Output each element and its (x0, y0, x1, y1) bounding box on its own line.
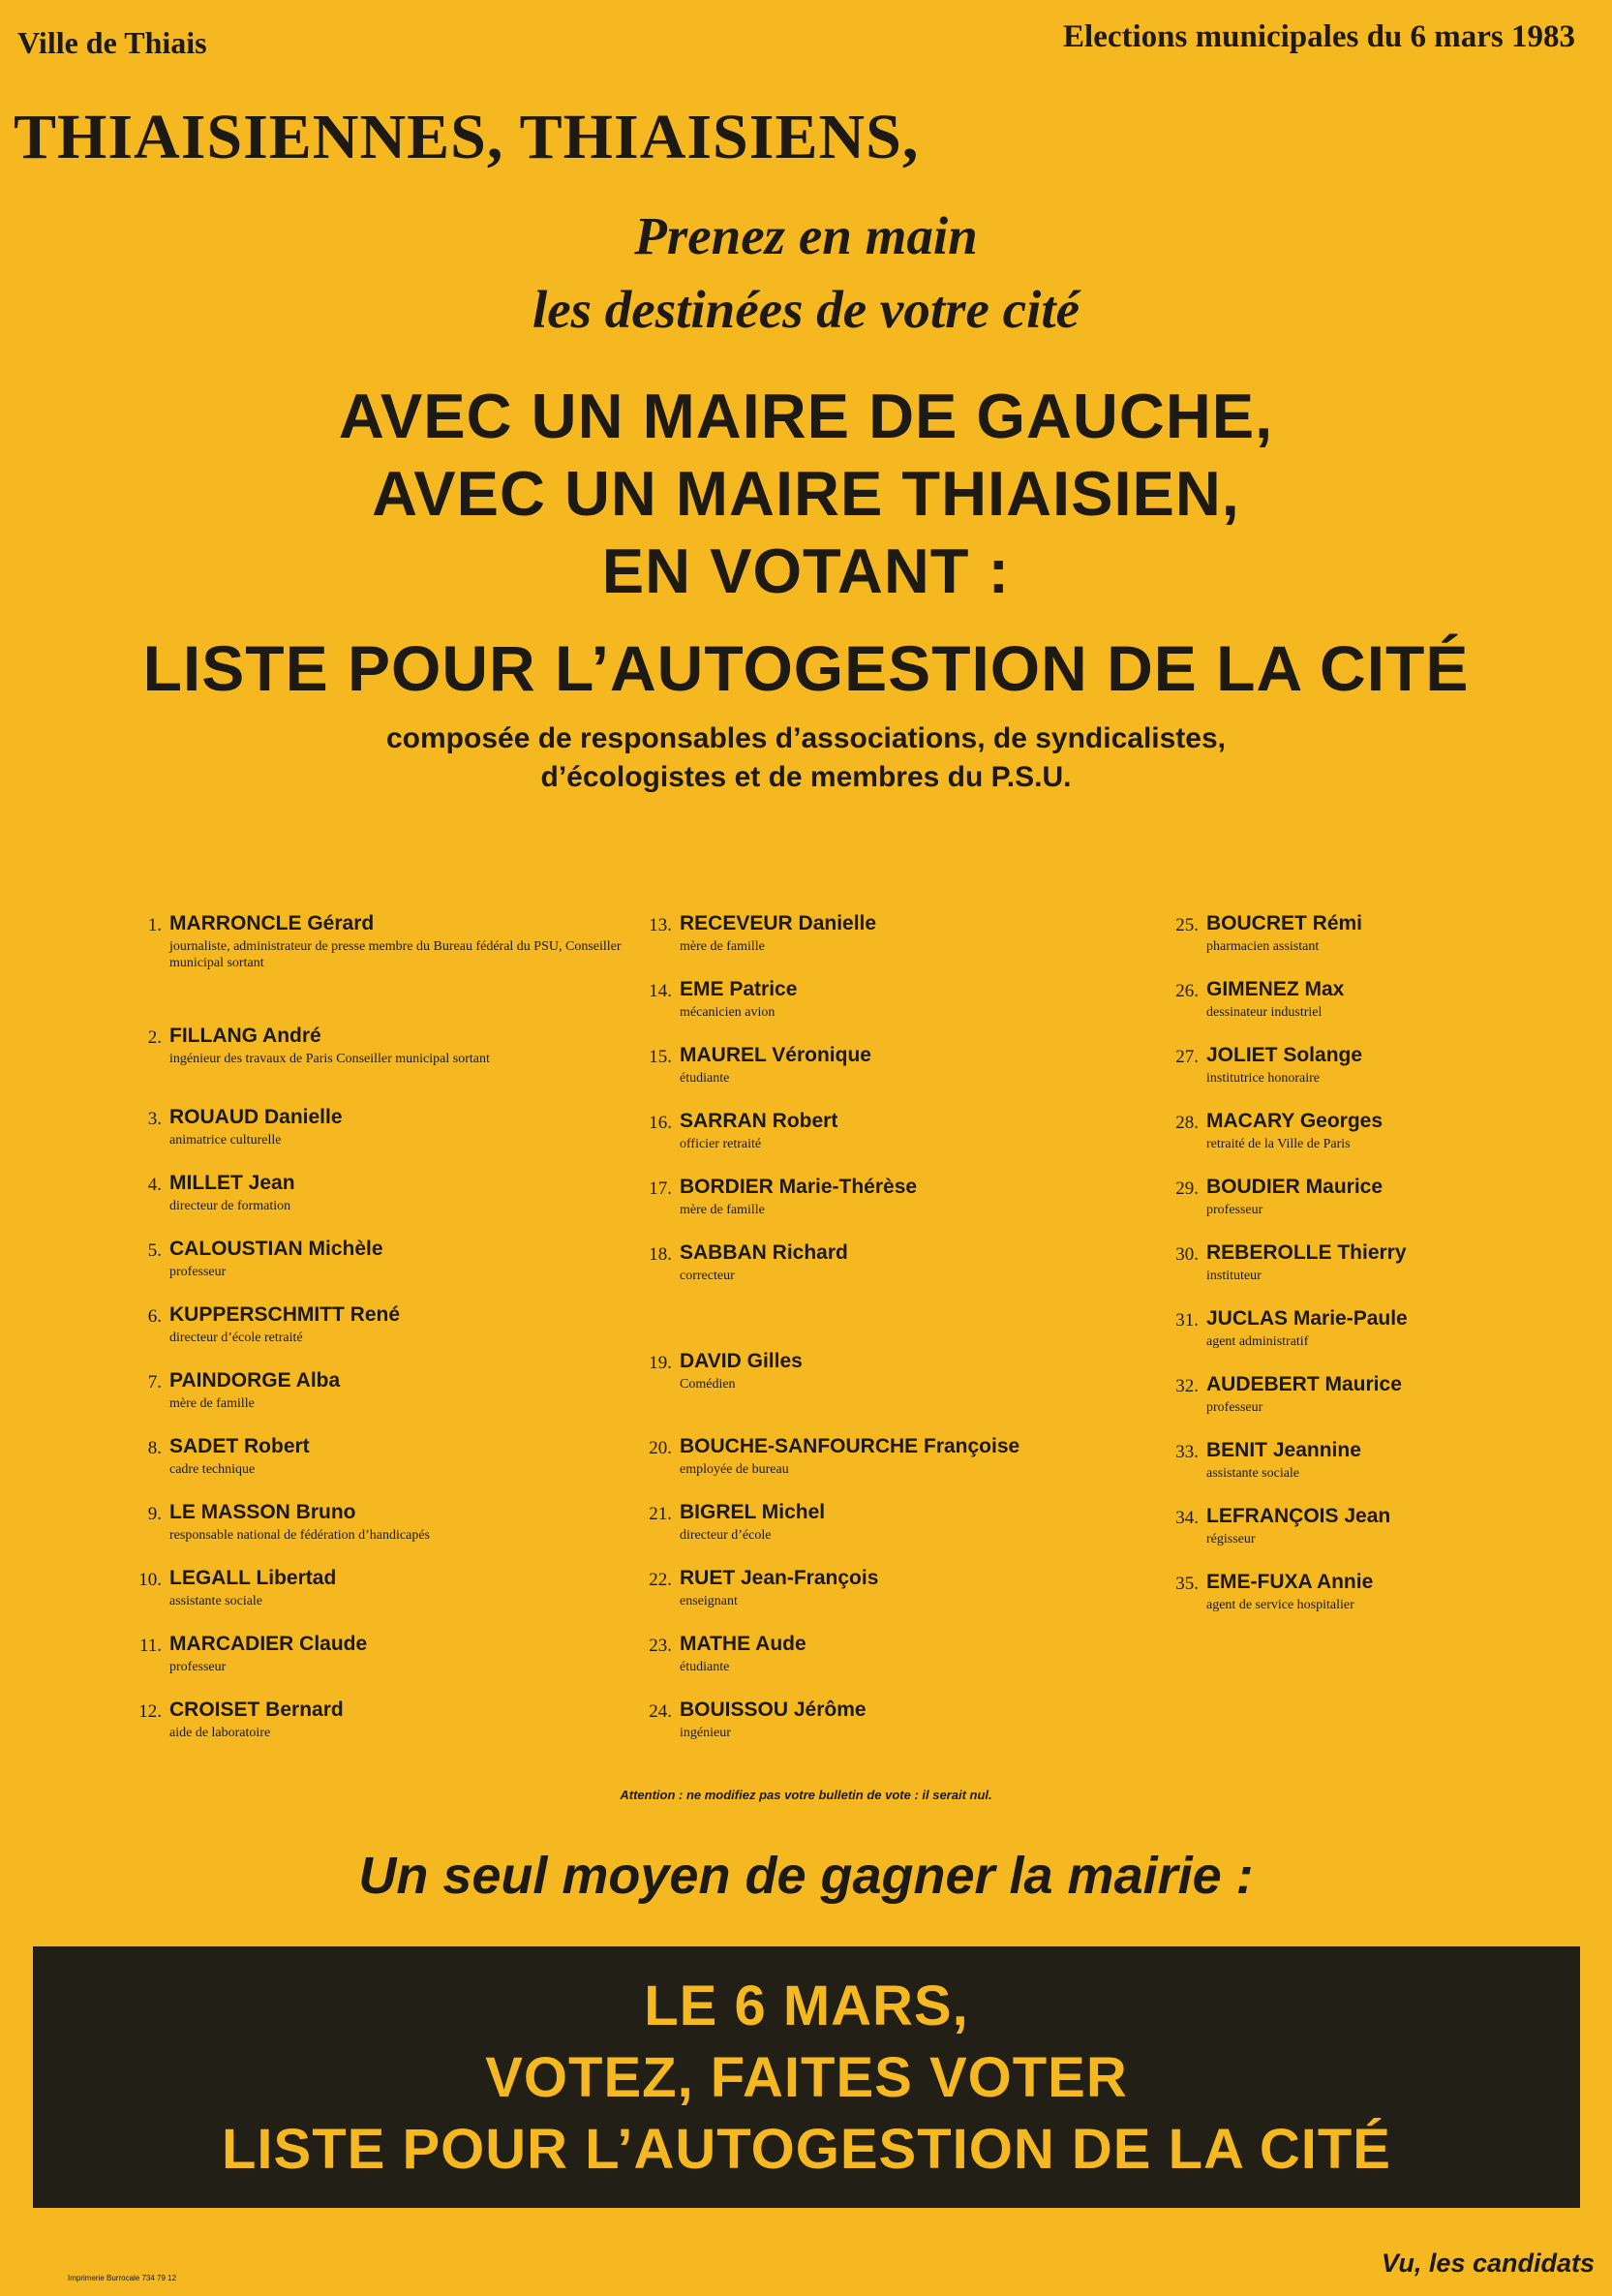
candidate-description: ingénieur (680, 1726, 731, 1740)
candidate-description: ingénieur des travaux de Paris Conseiller municipal sortant (169, 1052, 490, 1066)
candidate-description: agent de service hospitalier (1206, 1598, 1354, 1612)
candidate-description: directeur de formation (169, 1199, 291, 1213)
appeal-line-3: EN VOTANT : (601, 536, 1011, 606)
candidate-description: mécanicien avion (680, 1005, 776, 1020)
candidate-name: AUDEBERT Maurice (1206, 1373, 1402, 1395)
candidate-description: étudiante (680, 1660, 730, 1674)
candidate-name: MARRONCLE Gérard (169, 912, 375, 934)
candidate-name: PAINDORGE Alba (169, 1369, 341, 1392)
candidate-number: 8. (147, 1438, 162, 1458)
candidate-name: MILLET Jean (169, 1172, 295, 1194)
candidate-number: 20. (649, 1438, 672, 1458)
candidate-number: 4. (147, 1175, 162, 1195)
candidate-name: FILLANG André (169, 1025, 321, 1047)
candidate-name: LEFRANÇOIS Jean (1206, 1505, 1391, 1527)
candidate-number: 17. (649, 1179, 672, 1199)
candidate-number: 13. (649, 915, 672, 935)
candidate-description: mère de famille (680, 939, 765, 954)
candidate-number: 32. (1175, 1376, 1199, 1396)
slogan-line-2: les destinées de votre cité (532, 280, 1080, 339)
candidate-name: BORDIER Marie-Thérèse (680, 1176, 918, 1198)
candidate-description: pharmacien assistant (1206, 939, 1320, 954)
candidate-number: 5. (147, 1240, 162, 1261)
candidate-number: 33. (1175, 1442, 1199, 1462)
candidate-number: 2. (147, 1027, 162, 1048)
candidate-description: régisseur (1206, 1532, 1256, 1546)
printer-mark: Imprimerie Burrocale 734 79 12 (68, 2274, 177, 2282)
candidate-number: 34. (1175, 1508, 1199, 1528)
candidate-number: 15. (649, 1047, 672, 1067)
candidate-number: 18. (649, 1244, 672, 1265)
town-name: Ville de Thiais (17, 25, 207, 60)
candidate-description: enseignant (680, 1594, 738, 1608)
appeal-line-2: AVEC UN MAIRE THIAISIEN, (372, 458, 1240, 529)
candidate-number: 14. (649, 981, 672, 1001)
candidate-name: MATHE Aude (680, 1633, 806, 1655)
candidate-description: cadre technique (169, 1462, 256, 1477)
candidate-number: 31. (1175, 1310, 1199, 1331)
attention-note: Attention : ne modifiez pas votre bulletin de vote : il serait nul. (620, 1788, 992, 1802)
candidate-name: MARCADIER Claude (169, 1633, 368, 1655)
candidate-name: CALOUSTIAN Michèle (169, 1238, 383, 1260)
candidate-description: directeur d’école (680, 1528, 772, 1543)
cta-line-2: VOTEZ, FAITES VOTER (485, 2046, 1128, 2109)
candidate-number: 3. (147, 1109, 162, 1129)
candidate-description: mère de famille (169, 1396, 255, 1411)
appeal-line-1: AVEC UN MAIRE DE GAUCHE, (338, 381, 1274, 451)
candidate-number: 29. (1175, 1179, 1199, 1199)
candidate-number: 19. (649, 1353, 672, 1373)
signature: Vu, les candidats (1381, 2249, 1595, 2278)
candidate-number: 10. (138, 1570, 162, 1590)
candidate-number: 12. (138, 1701, 162, 1722)
candidate-number: 35. (1175, 1574, 1199, 1594)
candidate-description: directeur d’école retraité (169, 1331, 303, 1345)
candidate-description: institutrice honoraire (1206, 1071, 1321, 1086)
candidate-description: officier retraité (680, 1137, 762, 1151)
bottom-slogan: Un seul moyen de gagner la mairie : (358, 1847, 1254, 1905)
candidate-number: 6. (147, 1306, 162, 1327)
candidate-number: 24. (649, 1701, 672, 1722)
candidate-name: JOLIET Solange (1206, 1044, 1363, 1066)
candidate-name: BOUCHE-SANFOURCHE Françoise (680, 1435, 1020, 1457)
candidate-name: RUET Jean-François (680, 1567, 879, 1589)
candidate-number: 25. (1175, 915, 1199, 935)
list-title: LISTE POUR L’AUTOGESTION DE LA CITÉ (142, 632, 1470, 704)
candidate-number: 30. (1175, 1244, 1199, 1265)
candidate-name: SADET Robert (169, 1435, 310, 1457)
candidate-number: 1. (147, 915, 162, 935)
candidate-name: GIMENEZ Max (1206, 978, 1345, 1000)
candidate-number: 9. (147, 1504, 162, 1524)
slogan-line-1: Prenez en main (634, 206, 978, 265)
candidate-number: 22. (649, 1570, 672, 1590)
candidate-description: assistante sociale (169, 1594, 263, 1608)
candidate-description: professeur (1206, 1203, 1263, 1217)
candidate-description: animatrice culturelle (169, 1133, 282, 1148)
candidate-number: 28. (1175, 1113, 1199, 1133)
candidate-name: KUPPERSCHMITT René (169, 1303, 401, 1326)
candidate-name: BOUDIER Maurice (1206, 1176, 1384, 1198)
candidate-number: 26. (1175, 981, 1199, 1001)
candidate-number: 16. (649, 1113, 672, 1133)
candidate-description: professeur (169, 1265, 227, 1279)
candidate-name: BIGREL Michel (680, 1501, 826, 1523)
candidate-description: étudiante (680, 1071, 730, 1086)
headline: THIAISIENNES, THIAISIENS, (14, 102, 920, 172)
candidate-description: professeur (169, 1660, 227, 1674)
candidate-number: 23. (649, 1636, 672, 1656)
candidate-name: CROISET Bernard (169, 1699, 344, 1721)
candidate-description: aide de laboratoire (169, 1726, 271, 1740)
candidate-number: 7. (147, 1372, 162, 1393)
election-date: Elections municipales du 6 mars 1983 (1063, 19, 1575, 54)
candidate-number: 21. (649, 1504, 672, 1524)
candidate-name: LE MASSON Bruno (169, 1501, 356, 1523)
cta-line-3: LISTE POUR L’AUTOGESTION DE LA CITÉ (222, 2118, 1391, 2181)
candidate-name: DAVID Gilles (680, 1350, 803, 1372)
candidate-description: Comédien (680, 1377, 736, 1392)
candidate-description: assistante sociale (1206, 1466, 1300, 1481)
call-to-action-box (33, 1946, 1580, 2208)
candidate-name: JUCLAS Marie-Paule (1206, 1307, 1408, 1330)
candidate-description: agent administratif (1206, 1334, 1309, 1349)
candidate-name: LEGALL Libertad (169, 1567, 337, 1589)
candidate-name: BOUISSOU Jérôme (680, 1699, 867, 1721)
candidate-description: correcteur (680, 1269, 735, 1283)
candidate-description: retraité de la Ville de Paris (1206, 1137, 1351, 1151)
candidate-name: RECEVEUR Danielle (680, 912, 877, 934)
candidate-description: employée de bureau (680, 1462, 789, 1477)
candidate-description: mère de famille (680, 1203, 765, 1217)
candidate-description: journaliste, administrateur de presse membre du Bureau fédéral du PSU, Conseiller municipal sortant (169, 939, 622, 970)
candidate-name: BOUCRET Rémi (1206, 912, 1363, 934)
candidate-name: SABBAN Richard (680, 1241, 848, 1264)
cta-line-1: LE 6 MARS, (644, 1975, 969, 2037)
candidate-name: SARRAN Robert (680, 1110, 838, 1132)
candidate-name: MACARY Georges (1206, 1110, 1384, 1132)
candidate-name: ROUAUD Danielle (169, 1106, 343, 1128)
candidate-name: EME-FUXA Annie (1206, 1571, 1374, 1593)
candidate-name: EME Patrice (680, 978, 798, 1000)
candidate-description: responsable national de fédération d’handicapés (169, 1528, 431, 1543)
candidate-name: REBEROLLE Thierry (1206, 1241, 1407, 1264)
candidate-number: 27. (1175, 1047, 1199, 1067)
candidate-description: professeur (1206, 1400, 1263, 1415)
candidate-name: BENIT Jeannine (1206, 1439, 1361, 1461)
composition-line-1: composée de responsables d’associations, de syndicalistes, (385, 722, 1226, 754)
candidate-description: dessinateur industriel (1206, 1005, 1323, 1020)
candidate-number: 11. (138, 1636, 162, 1656)
candidate-description: instituteur (1206, 1269, 1262, 1283)
composition-line-2: d’écologistes et de membres du P.S.U. (540, 761, 1072, 793)
candidate-name: MAUREL Véronique (680, 1044, 871, 1066)
